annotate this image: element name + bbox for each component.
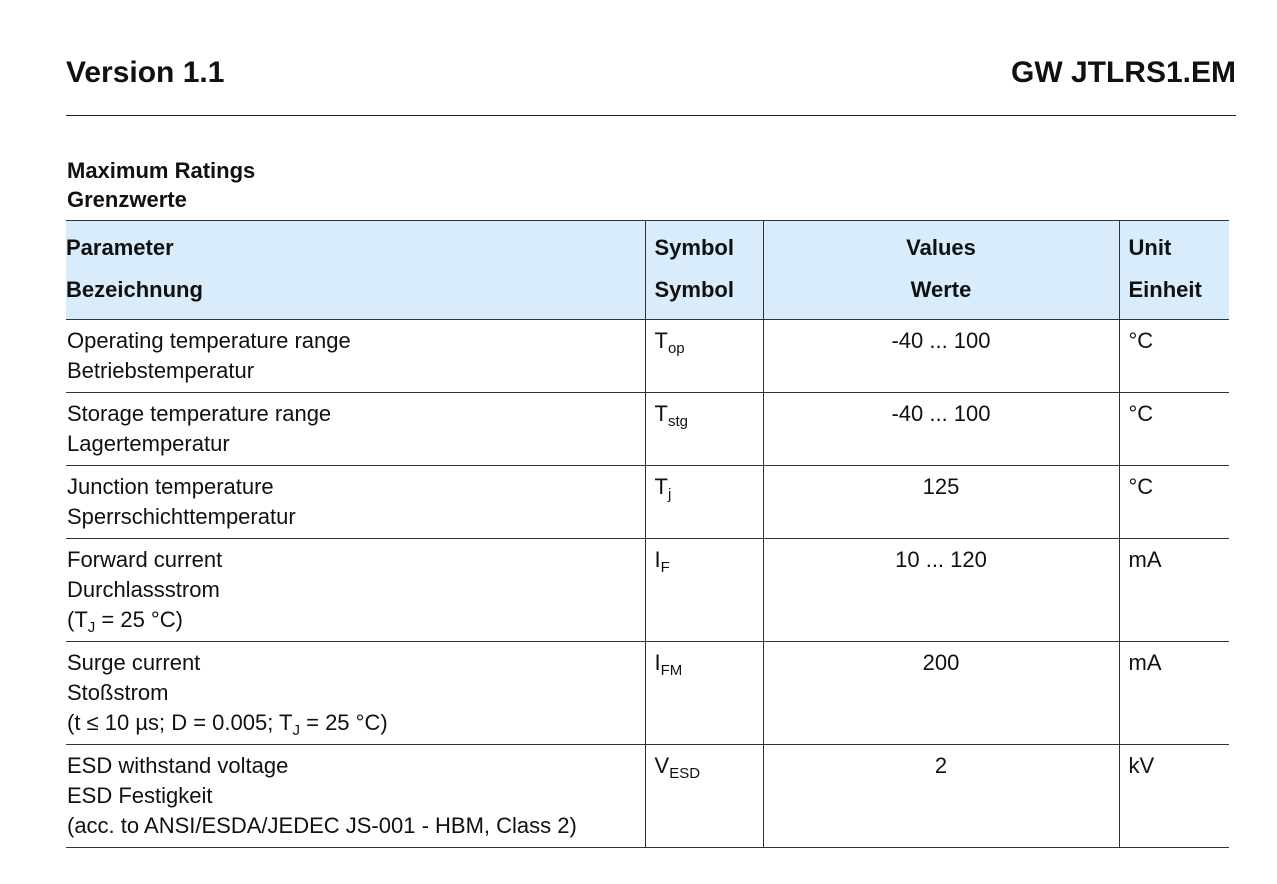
value-cell: 200 [763,642,1119,745]
parameter-de: ESD Festigkeit [67,783,213,808]
condition-pre: (t ≤ 10 µs; D = 0.005; T [67,710,293,735]
condition-text [67,605,645,635]
symbol-cell [645,393,763,466]
unit-cell: °C [1119,466,1229,539]
condition-text [67,708,645,738]
column-header-de: Bezeichnung [66,277,203,302]
column-header-en: Parameter [66,235,174,260]
parameter-en: Surge current [67,650,201,675]
parameter-de: Sperrschichttemperatur [67,504,296,529]
table-header-row [66,221,1229,320]
symbol-subscript: F [660,559,670,576]
column-header-de: Symbol [654,277,734,302]
column-header-de: Einheit [1128,277,1202,302]
condition-post: = 25 °C) [95,607,183,632]
parameter-en: Storage temperature range [67,401,332,426]
unit-cell: °C [1119,393,1229,466]
unit-cell: °C [1119,320,1229,393]
value-cell: 10 ... 120 [763,539,1119,642]
column-header-unit [1119,221,1229,320]
table-row [66,745,1229,848]
symbol-main: I [654,650,661,675]
symbol-cell [645,745,763,848]
value-cell: -40 ... 100 [763,393,1119,466]
column-header-en: Values [906,235,976,260]
parameter-en: ESD withstand voltage [67,753,289,778]
parameter-cell [66,642,645,745]
parameter-cell [66,320,645,393]
section-title [67,156,255,214]
maximum-ratings-table [66,220,1229,848]
unit-cell: mA [1119,642,1229,745]
condition-subscript: J [292,722,300,739]
table-row [66,320,1229,393]
symbol-cell [645,642,763,745]
header-divider [66,115,1236,116]
table-row [66,539,1229,642]
symbol-main: V [654,753,670,778]
symbol-subscript: op [667,340,685,357]
parameter-de: Betriebstemperatur [67,358,255,383]
parameter-cell [66,539,645,642]
product-code: GW JTLRS1.EM [1010,56,1236,89]
table-row [66,642,1229,745]
parameter-de: Durchlassstrom [67,577,220,602]
symbol-cell [645,466,763,539]
column-header-parameter [66,221,645,320]
section-title-de: Grenzwerte [67,187,187,212]
unit-cell: mA [1119,539,1229,642]
parameter-de: Stoßstrom [67,680,169,705]
column-header-values [763,221,1119,320]
page-header [66,56,1236,92]
version-label: Version 1.1 [66,56,225,89]
symbol-cell [645,320,763,393]
symbol-subscript: ESD [669,765,701,782]
column-header-de: Werte [910,277,972,302]
table-row [66,393,1229,466]
parameter-cell [66,466,645,539]
section-title-en: Maximum Ratings [67,158,256,183]
parameter-cell [66,393,645,466]
symbol-subscript: stg [667,413,688,430]
symbol-main: T [654,328,668,353]
condition-subscript: J [87,619,96,636]
column-header-en: Symbol [654,235,734,260]
parameter-cell [66,745,645,848]
unit-cell: kV [1119,745,1229,848]
parameter-de: Lagertemperatur [67,431,230,456]
symbol-main: I [654,547,661,572]
column-header-en: Unit [1128,235,1172,260]
symbol-main: T [654,401,668,426]
parameter-en: Junction temperature [67,474,274,499]
parameter-en: Forward current [67,547,223,572]
parameter-en: Operating temperature range [67,328,351,353]
value-cell: -40 ... 100 [763,320,1119,393]
symbol-subscript: FM [660,662,683,679]
symbol-cell [645,539,763,642]
value-cell: 2 [763,745,1119,848]
condition-pre: (T [67,607,88,632]
table-row [66,466,1229,539]
value-cell: 125 [763,466,1119,539]
symbol-main: T [654,474,668,499]
symbol-subscript: j [667,486,672,503]
parameter-note: (acc. to ANSI/ESDA/JEDEC JS-001 - HBM, Class 2) [67,813,577,838]
column-header-symbol [645,221,763,320]
condition-post: = 25 °C) [300,710,388,735]
